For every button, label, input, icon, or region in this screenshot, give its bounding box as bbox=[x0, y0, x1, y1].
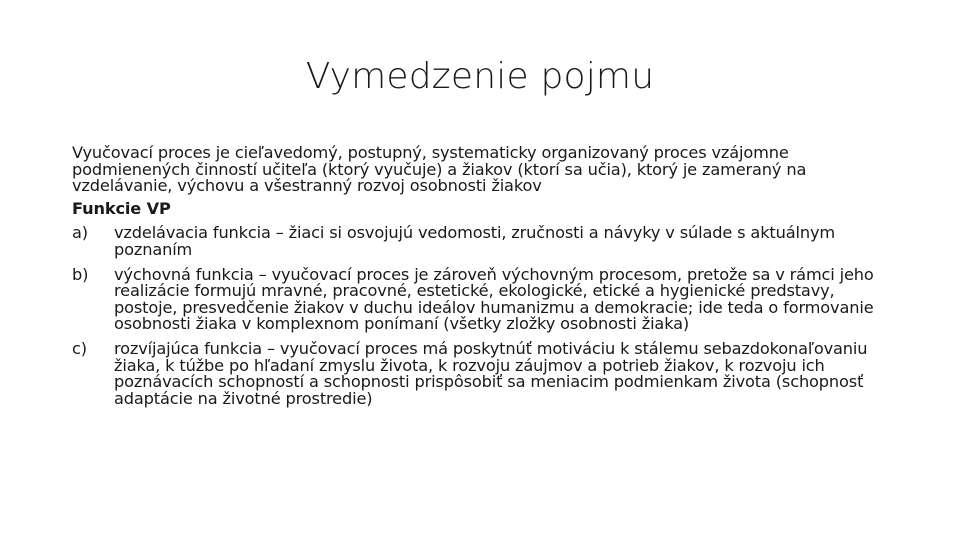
function-item-text: vzdelávacia funkcia – žiaci si osvojujú vedomosti, zručnosti a návyky v súlade s aktuálnym poznaním bbox=[114, 223, 835, 259]
slide-content bbox=[72, 145, 892, 415]
definition-paragraph: Vyučovací proces je cieľavedomý, postupný, systematicky organizovaný proces vzájomne podmienených činností učiteľa (ktorý vyučuje) a žiakov (ktorí sa učia), ktorý je zameraný na vzdelávanie, výchovu a všestranný rozvoj osobnosti žiakov bbox=[72, 143, 807, 196]
function-item-letter: b) bbox=[72, 264, 89, 284]
function-item-text: rozvíjajúca funkcia – vyučovací proces má poskytnúť motiváciu k stálemu sebazdokonaľovaniu žiaka, k túžbe po hľadaní zmyslu života, k rozvoju záujmov a potrieb žiakov, k rozvoju ich poznávacích schopností a schopnosti prispôsobiť sa meniacim podmienkam života (schopnosť adaptácie na životné prostredie) bbox=[114, 338, 868, 408]
functions-heading: Funkcie VP bbox=[72, 198, 171, 218]
function-item-a bbox=[72, 225, 892, 258]
function-item-c bbox=[72, 338, 892, 408]
function-item-letter: a) bbox=[72, 223, 88, 243]
function-item-letter: c) bbox=[72, 338, 87, 358]
slide-title: Vymedzenie pojmu bbox=[305, 56, 655, 97]
function-item-b bbox=[72, 264, 892, 334]
function-item-text: výchovná funkcia – vyučovací proces je zároveň výchovným procesom, pretože sa v rámci jeho realizácie formujú mravné, pracovné, estetické, ekologické, etické a hygienické predstavy, postoje, presvedčenie žiakov v duchu ideálov humanizmu a demokracie; ide teda o formovanie osobnosti žiaka v komplexnom ponímaní (všetky zložky osobnosti žiaka) bbox=[114, 264, 874, 334]
